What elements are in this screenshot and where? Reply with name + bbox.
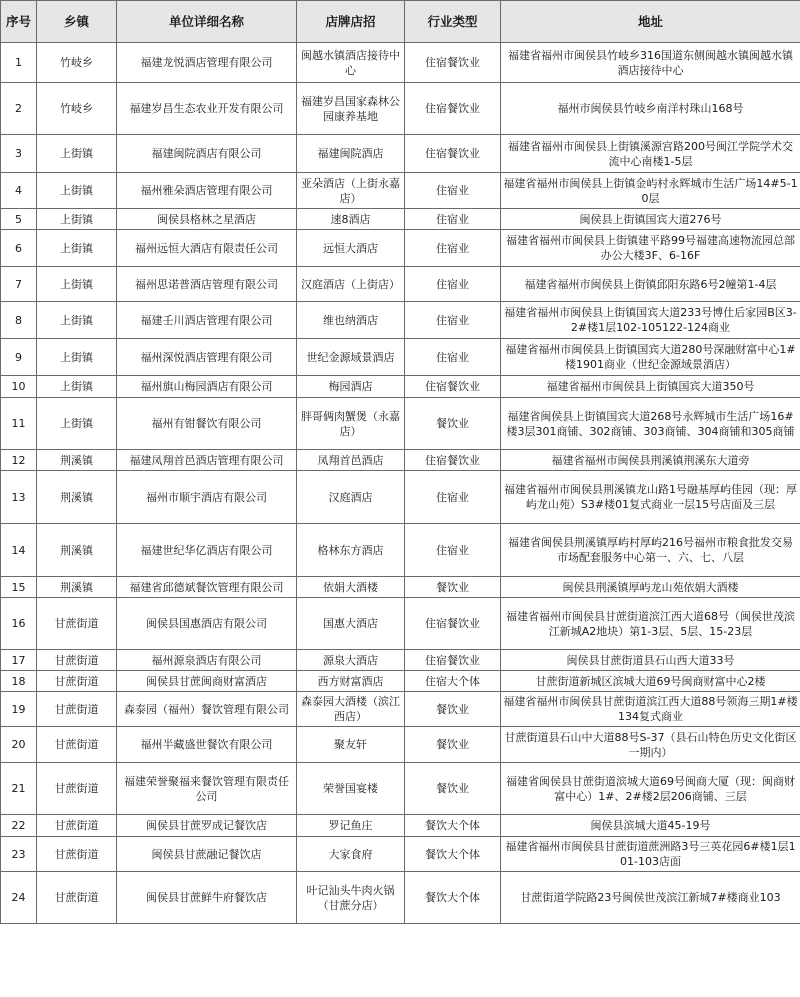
header-address: 地址: [501, 1, 800, 43]
header-township: 乡镇: [37, 1, 117, 43]
table-row: [1, 230, 800, 267]
table-row: [1, 376, 800, 398]
header-index: 序号: [1, 1, 37, 43]
row-address: 闽侯县荆溪镇厚屿龙山苑依娟大酒楼: [501, 577, 800, 598]
row-township: 甘蔗街道: [37, 763, 117, 815]
row-signboard: 汉庭酒店（上街店）: [297, 267, 405, 302]
row-signboard: 叶记汕头牛肉火锅（甘蔗分店）: [297, 872, 405, 924]
table-row: [1, 815, 800, 837]
row-township: 上街镇: [37, 376, 117, 398]
row-company-name: 闽侯县国惠酒店有限公司: [117, 598, 297, 650]
row-company-name: 福州源泉酒店有限公司: [117, 650, 297, 671]
row-address: 福建省闽侯县甘蔗街道滨城大道69号闽商大厦（现：闽商财富中心）1#、2#楼2层206商铺、三层: [501, 763, 800, 815]
row-industry: 餐饮业: [405, 398, 501, 450]
row-address: 福州市闽侯县竹岐乡南洋村珠山168号: [501, 83, 800, 135]
row-index: 14: [1, 524, 37, 577]
row-company-name: 福州有钳餐饮有限公司: [117, 398, 297, 450]
row-company-name: 森泰园（福州）餐饮管理有限公司: [117, 692, 297, 727]
row-signboard: 源泉大酒店: [297, 650, 405, 671]
row-industry: 餐饮大个体: [405, 815, 501, 837]
row-industry: 住宿餐饮业: [405, 450, 501, 471]
row-township: 上街镇: [37, 173, 117, 209]
row-index: 1: [1, 43, 37, 83]
row-index: 4: [1, 173, 37, 209]
row-industry: 住宿业: [405, 302, 501, 339]
row-company-name: 福州半藏盛世餐饮有限公司: [117, 727, 297, 763]
row-address: 甘蔗街道学院路23号闽侯世茂滨江新城7#楼商业103: [501, 872, 800, 924]
row-signboard: 世纪金源域景酒店: [297, 339, 405, 376]
row-address: 甘蔗街道县石山中大道88号S-37（县石山特色历史文化街区一期内）: [501, 727, 800, 763]
row-signboard: 福建岁昌国家森林公园康养基地: [297, 83, 405, 135]
header-industry: 行业类型: [405, 1, 501, 43]
row-address: 福建省福州市闽侯县上街镇国宾大道233号博仕后家园B区3-2#楼1层102-105122-124商业: [501, 302, 800, 339]
row-industry: 住宿业: [405, 524, 501, 577]
row-township: 上街镇: [37, 302, 117, 339]
row-industry: 住宿大个体: [405, 671, 501, 692]
row-industry: 住宿业: [405, 267, 501, 302]
row-address: 甘蔗街道新城区滨城大道69号闽商财富中心2楼: [501, 671, 800, 692]
row-company-name: 福州远恒大酒店有限责任公司: [117, 230, 297, 267]
row-industry: 住宿业: [405, 209, 501, 230]
row-company-name: 福建省邱德斌餐饮管理有限公司: [117, 577, 297, 598]
row-industry: 住宿业: [405, 339, 501, 376]
row-signboard: 西方财富酒店: [297, 671, 405, 692]
table-row: [1, 577, 800, 598]
row-index: 16: [1, 598, 37, 650]
row-township: 甘蔗街道: [37, 872, 117, 924]
row-company-name: 闽侯县格林之星酒店: [117, 209, 297, 230]
row-address: 福建省福州市闽侯县甘蔗街道蔗洲路3号三英花园6#楼1层101-103店面: [501, 837, 800, 872]
row-industry: 住宿餐饮业: [405, 135, 501, 173]
row-index: 13: [1, 471, 37, 524]
row-index: 19: [1, 692, 37, 727]
table-row: [1, 302, 800, 339]
row-address: 福建省福州市闽侯县甘蔗街道滨江西大道88号领海三期1#楼134复式商业: [501, 692, 800, 727]
row-index: 11: [1, 398, 37, 450]
row-signboard: 荣誉国宴楼: [297, 763, 405, 815]
table-row: [1, 450, 800, 471]
row-index: 5: [1, 209, 37, 230]
row-industry: 住宿业: [405, 173, 501, 209]
row-address: 福建省福州市闽侯县荆溪镇荆溪东大道旁: [501, 450, 800, 471]
row-township: 上街镇: [37, 339, 117, 376]
row-signboard: 远恒大酒店: [297, 230, 405, 267]
table-row: [1, 43, 800, 83]
row-township: 上街镇: [37, 267, 117, 302]
header-company-name: 单位详细名称: [117, 1, 297, 43]
table-body: [1, 43, 800, 924]
row-company-name: 福建壬川酒店管理有限公司: [117, 302, 297, 339]
table-row: [1, 135, 800, 173]
row-address: 福建省福州市闽侯县上街镇邱阳东路6号2幢第1-4层: [501, 267, 800, 302]
row-company-name: 福建凤翔首邑酒店管理有限公司: [117, 450, 297, 471]
row-township: 荆溪镇: [37, 471, 117, 524]
row-index: 10: [1, 376, 37, 398]
row-signboard: 亚朵酒店（上街永嘉店）: [297, 173, 405, 209]
table-row: [1, 339, 800, 376]
row-signboard: 大家食府: [297, 837, 405, 872]
row-company-name: 福州深悦酒店管理有限公司: [117, 339, 297, 376]
row-township: 荆溪镇: [37, 450, 117, 471]
row-signboard: 闽越水镇酒店接待中心: [297, 43, 405, 83]
table-row: [1, 650, 800, 671]
row-township: 上街镇: [37, 209, 117, 230]
row-company-name: 福州雅朵酒店管理有限公司: [117, 173, 297, 209]
row-address: 福建省福州市闽侯县上街镇溪源宫路200号闽江学院学术交流中心南楼1-5层: [501, 135, 800, 173]
row-index: 21: [1, 763, 37, 815]
row-industry: 住宿业: [405, 471, 501, 524]
row-signboard: 梅园酒店: [297, 376, 405, 398]
row-address: 福建省闽侯县上街镇国宾大道268号永辉城市生活广场16#楼3层301商铺、302商铺、303商铺、304商铺和305商铺: [501, 398, 800, 450]
row-index: 3: [1, 135, 37, 173]
row-index: 24: [1, 872, 37, 924]
row-township: 甘蔗街道: [37, 837, 117, 872]
table-row: [1, 763, 800, 815]
row-signboard: 依娟大酒楼: [297, 577, 405, 598]
row-index: 22: [1, 815, 37, 837]
table-row: [1, 524, 800, 577]
row-township: 甘蔗街道: [37, 650, 117, 671]
row-signboard: 格林东方酒店: [297, 524, 405, 577]
row-address: 闽侯县甘蔗街道县石山西大道33号: [501, 650, 800, 671]
row-address: 闽侯县上街镇国宾大道276号: [501, 209, 800, 230]
row-company-name: 福建荣誉聚福来餐饮管理有限责任公司: [117, 763, 297, 815]
row-index: 6: [1, 230, 37, 267]
row-index: 2: [1, 83, 37, 135]
table-row: [1, 471, 800, 524]
row-industry: 餐饮大个体: [405, 872, 501, 924]
row-address: 福建省福州市闽侯县上街镇国宾大道280号深融财富中心1#楼1901商业（世纪金源域景酒店）: [501, 339, 800, 376]
row-township: 上街镇: [37, 135, 117, 173]
row-township: 上街镇: [37, 230, 117, 267]
row-signboard: 国惠大酒店: [297, 598, 405, 650]
row-index: 7: [1, 267, 37, 302]
row-index: 12: [1, 450, 37, 471]
table-row: [1, 83, 800, 135]
row-address: 福建省福州市闽侯县荆溪镇龙山路1号融基厚屿佳园（现：厚屿龙山苑）S3#楼01复式商业一层15号店面及三层: [501, 471, 800, 524]
row-signboard: 森泰园大酒楼（滨江西店）: [297, 692, 405, 727]
row-address: 福建省福州市闽侯县上街镇金屿村永辉城市生活广场14#5-10层: [501, 173, 800, 209]
row-index: 17: [1, 650, 37, 671]
row-signboard: 罗记鱼庄: [297, 815, 405, 837]
row-industry: 餐饮大个体: [405, 837, 501, 872]
row-township: 竹岐乡: [37, 83, 117, 135]
table-row: [1, 837, 800, 872]
row-index: 15: [1, 577, 37, 598]
row-company-name: 福州思诺普酒店管理有限公司: [117, 267, 297, 302]
row-address: 福建省福州市闽侯县甘蔗街道滨江西大道68号（闽侯世茂滨江新城A2地块）第1-3层、5层、15-23层: [501, 598, 800, 650]
row-signboard: 速8酒店: [297, 209, 405, 230]
table-row: [1, 727, 800, 763]
row-index: 23: [1, 837, 37, 872]
row-index: 20: [1, 727, 37, 763]
table-row: [1, 398, 800, 450]
row-township: 荆溪镇: [37, 524, 117, 577]
row-industry: 餐饮业: [405, 727, 501, 763]
row-township: 甘蔗街道: [37, 671, 117, 692]
row-industry: 住宿餐饮业: [405, 650, 501, 671]
row-company-name: 闽侯县甘蔗罗成记餐饮店: [117, 815, 297, 837]
row-signboard: 维也纳酒店: [297, 302, 405, 339]
row-industry: 住宿餐饮业: [405, 598, 501, 650]
row-township: 甘蔗街道: [37, 815, 117, 837]
row-industry: 餐饮业: [405, 692, 501, 727]
row-township: 上街镇: [37, 398, 117, 450]
row-company-name: 福建世纪华亿酒店有限公司: [117, 524, 297, 577]
row-address: 福建省福州市闽侯县上街镇国宾大道350号: [501, 376, 800, 398]
row-township: 甘蔗街道: [37, 598, 117, 650]
row-index: 18: [1, 671, 37, 692]
row-township: 甘蔗街道: [37, 692, 117, 727]
row-company-name: 福州旗山梅园酒店有限公司: [117, 376, 297, 398]
row-company-name: 福州市顺宇酒店有限公司: [117, 471, 297, 524]
table-row: [1, 173, 800, 209]
row-company-name: 福建闽院酒店有限公司: [117, 135, 297, 173]
row-township: 荆溪镇: [37, 577, 117, 598]
row-signboard: 聚友轩: [297, 727, 405, 763]
row-address: 福建省闽侯县荆溪镇厚屿村厚屿216号福州市粮食批发交易市场配套服务中心第一、六、七、八层: [501, 524, 800, 577]
row-index: 8: [1, 302, 37, 339]
table-row: [1, 872, 800, 924]
row-company-name: 福建龙悦酒店管理有限公司: [117, 43, 297, 83]
header-signboard: 店牌店招: [297, 1, 405, 43]
header-row: [1, 1, 800, 43]
row-company-name: 福建岁昌生态农业开发有限公司: [117, 83, 297, 135]
row-company-name: 闽侯县甘蔗鲜牛府餐饮店: [117, 872, 297, 924]
row-industry: 餐饮业: [405, 577, 501, 598]
row-signboard: 汉庭酒店: [297, 471, 405, 524]
table-row: [1, 209, 800, 230]
table-row: [1, 692, 800, 727]
row-township: 竹岐乡: [37, 43, 117, 83]
row-industry: 住宿餐饮业: [405, 376, 501, 398]
row-industry: 住宿业: [405, 230, 501, 267]
row-index: 9: [1, 339, 37, 376]
row-signboard: 胖哥俩肉蟹煲（永嘉店）: [297, 398, 405, 450]
table-row: [1, 671, 800, 692]
row-industry: 住宿餐饮业: [405, 43, 501, 83]
table-row: [1, 598, 800, 650]
row-signboard: 凤翔首邑酒店: [297, 450, 405, 471]
row-signboard: 福建闽院酒店: [297, 135, 405, 173]
row-address: 福建省福州市闽侯县上街镇建平路99号福建高速物流园总部办公大楼3F、6-16F: [501, 230, 800, 267]
row-company-name: 闽侯县甘蔗闽商财富酒店: [117, 671, 297, 692]
row-address: 福建省福州市闽侯县竹岐乡316国道东侧闽越水镇闽越水镇酒店接待中心: [501, 43, 800, 83]
row-industry: 住宿餐饮业: [405, 83, 501, 135]
row-address: 闽侯县滨城大道45-19号: [501, 815, 800, 837]
row-township: 甘蔗街道: [37, 727, 117, 763]
row-company-name: 闽侯县甘蔗融记餐饮店: [117, 837, 297, 872]
table-row: [1, 267, 800, 302]
row-industry: 餐饮业: [405, 763, 501, 815]
